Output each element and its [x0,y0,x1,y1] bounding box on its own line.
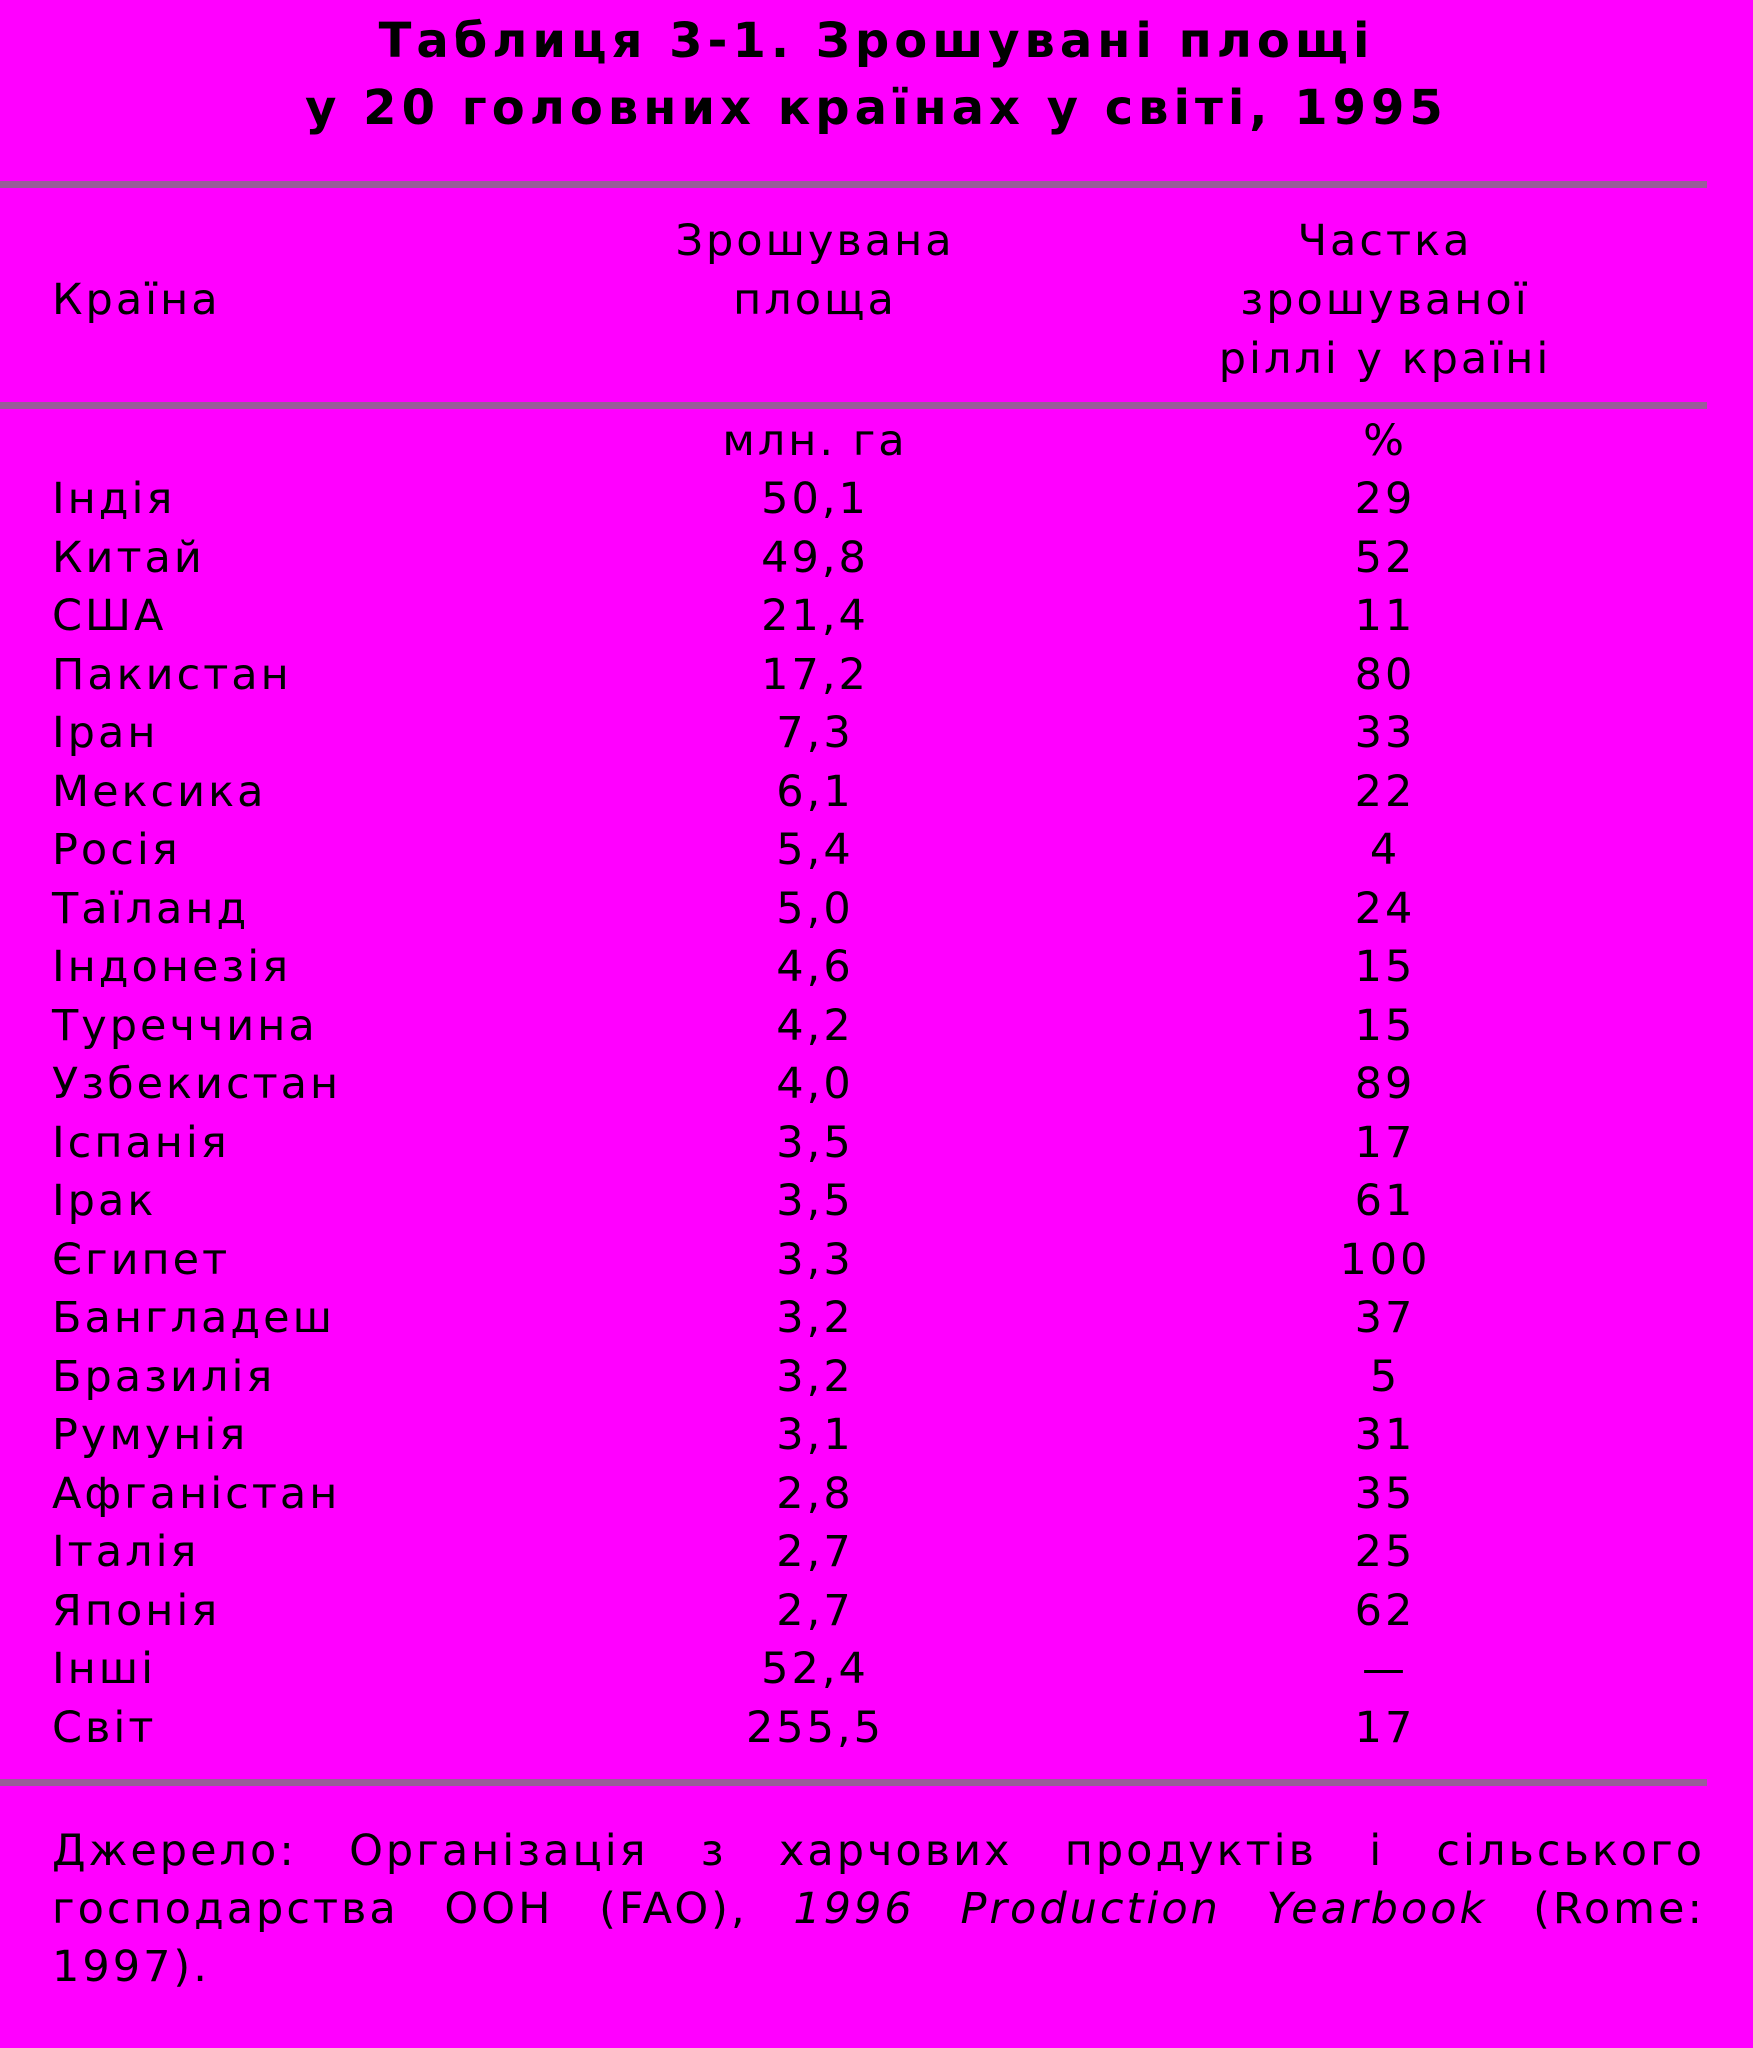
country-cell: Мексика [52,766,267,817]
area-cell: 3,2 [776,1351,854,1402]
country-cell: Іран [52,708,159,758]
source-italic-title: 1996 Production Yearbook [793,1884,1488,1934]
source-suffix: (Rome: 1997). [52,1884,1705,1992]
country-cell: Індонезія [52,942,292,992]
share-cell: 62 [1354,1585,1416,1636]
share-cell: 15 [1354,1000,1416,1051]
table-row [0,646,1753,704]
country-cell: Бразилія [52,1351,276,1402]
table-row [0,529,1753,587]
table-row [0,763,1753,821]
country-cell: Афганістан [52,1468,341,1519]
country-cell: Таїланд [52,883,250,934]
country-cell: Ірак [52,1176,157,1226]
area-cell: 5,0 [776,883,854,934]
area-cell: 21,4 [761,591,869,641]
area-cell: 2,7 [776,1527,854,1577]
table-row [0,704,1753,762]
table-row [0,1640,1753,1698]
area-cell: 3,1 [776,1410,854,1460]
country-cell: США [52,591,167,641]
table-row [0,1582,1753,1640]
share-cell: 17 [1354,1702,1416,1753]
bottom-rule [0,1779,1707,1786]
share-cell: 24 [1354,883,1416,934]
title-line-1: Таблиця 3-1. Зрошувані площі [378,13,1375,69]
title-line-2: у 20 головних країнах у світі, 1995 [305,80,1448,136]
share-cell: 37 [1354,1293,1416,1343]
table-row [0,1114,1753,1172]
header-rule [0,402,1707,409]
table-row [0,1699,1753,1757]
unit-area: млн. га [722,416,908,466]
table-row [0,1465,1753,1523]
share-cell: — [1362,1644,1408,1694]
country-cell: Туреччина [52,1000,318,1051]
table-row [0,1289,1753,1347]
country-cell: Китай [52,532,205,583]
share-cell: 33 [1354,708,1416,758]
table-row [0,587,1753,645]
share-cell: 15 [1354,942,1416,992]
source-prefix: Джерело: Організація з харчових продуктів і сільського господарства ООН (FAO), [52,1826,1705,1934]
area-cell: 3,5 [776,1117,854,1168]
table-row [0,880,1753,938]
area-cell: 17,2 [761,649,869,700]
area-cell: 5,4 [776,825,854,875]
area-cell: 3,3 [776,1234,854,1285]
country-cell: Бангладеш [52,1293,335,1343]
share-cell: 52 [1354,532,1416,583]
share-cell: 4 [1369,825,1401,875]
area-cell: 50,1 [761,474,869,524]
share-cell: 25 [1354,1527,1416,1577]
table-row [0,997,1753,1055]
share-cell: 31 [1354,1410,1416,1460]
area-cell: 52,4 [761,1644,869,1694]
share-cell: 29 [1354,474,1416,524]
table-row [0,1055,1753,1113]
country-cell: Японія [52,1585,221,1636]
table-row [0,938,1753,996]
area-cell: 6,1 [776,766,854,817]
table-title [0,8,1753,142]
share-cell: 89 [1354,1059,1416,1109]
area-cell: 3,2 [776,1293,854,1343]
table-row [0,1172,1753,1230]
share-cell: 17 [1354,1117,1416,1168]
table-row [0,470,1753,528]
area-cell: 4,2 [776,1000,854,1051]
area-cell: 49,8 [761,532,869,583]
share-cell: 11 [1354,591,1416,641]
top-rule [0,181,1707,188]
country-cell: Єгипет [52,1234,231,1285]
country-cell: Румунія [52,1410,249,1460]
country-cell: Світ [52,1702,157,1753]
header-share-line-3: ріллі у країні [1218,334,1552,384]
share-cell: 100 [1339,1234,1431,1285]
country-cell: Росія [52,825,181,875]
area-cell: 4,0 [776,1059,854,1109]
country-cell: Іспанія [52,1117,230,1168]
share-cell: 80 [1354,649,1416,700]
area-cell: 2,7 [776,1585,854,1636]
header-country: Країна [52,275,221,325]
share-cell: 61 [1354,1176,1416,1226]
country-cell: Узбекистан [52,1059,342,1109]
unit-share: % [1363,416,1407,466]
table-row [0,1523,1753,1581]
area-cell: 2,8 [776,1468,854,1519]
share-cell: 5 [1369,1351,1401,1402]
area-cell: 4,6 [776,942,854,992]
area-cell: 255,5 [745,1702,885,1753]
country-cell: Пакистан [52,649,292,700]
country-cell: Індія [52,474,176,524]
area-cell: 7,3 [776,708,854,758]
country-cell: Італія [52,1527,200,1577]
table-row [0,1231,1753,1289]
header-share-line-2: зрошуваної [1240,275,1530,325]
header-area-line-2: площа [733,275,897,325]
share-cell: 22 [1354,766,1416,817]
share-cell: 35 [1354,1468,1416,1519]
source-note [52,1822,1705,1996]
header-share-line-1: Частка [1297,216,1473,266]
table-row [0,1406,1753,1464]
country-cell: Інші [52,1644,157,1694]
table-row [0,821,1753,879]
area-cell: 3,5 [776,1176,854,1226]
table-row [0,1348,1753,1406]
header-area-line-1: Зрошувана [675,216,955,266]
